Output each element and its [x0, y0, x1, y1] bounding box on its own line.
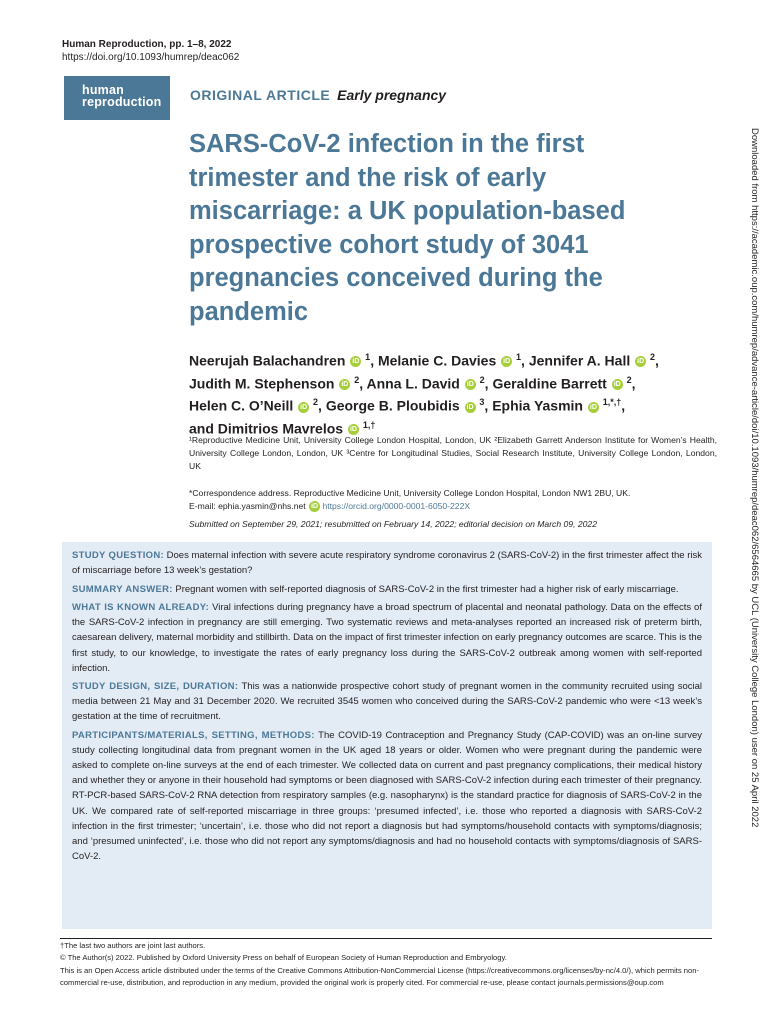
author-separator: ,	[370, 352, 378, 369]
author-name: Neerujah Balachandren	[189, 352, 346, 369]
author-conjunction: and	[189, 420, 214, 437]
abstract-label: PARTICIPANTS/MATERIALS, SETTING, METHODS:	[72, 730, 315, 742]
article-title: SARS-CoV-2 infection in the first trimester and the risk of early miscarriage: a UK population-based prospective cohort study of 3041 pregnancies conceived during the pandemic	[189, 130, 626, 326]
abstract-paragraph	[72, 679, 702, 724]
author-name: Melanie C. Davies	[377, 352, 497, 369]
author-separator: ,	[655, 352, 659, 369]
author-separator: ,	[359, 375, 367, 392]
submission-dates: Submitted on September 29, 2021; resubmitted on February 14, 2022; editorial decision on March 09, 2022	[189, 519, 597, 529]
footnote-license: This is an Open Access article distributed under the terms of the Creative Commons Attribution-NonCommercial License (https://creativecommons.org/licenses/by-nc/4.0/), which permits non-commercial re-use, distribution, and reproduction in any medium, provided the original work is properly cited. For commercial re-use, please contact journals.permissions@oup.com	[60, 965, 699, 987]
journal-citation: Human Reproduction, pp. 1–8, 2022	[62, 39, 232, 50]
author-separator: ,	[631, 375, 636, 392]
author-separator: ,	[484, 397, 493, 414]
author-affiliation-mark: 2	[479, 374, 485, 385]
abstract-paragraph	[72, 600, 702, 675]
author-affiliation-mark: 2	[626, 374, 632, 385]
author-separator: ,	[484, 375, 493, 392]
correspondence-address: *Correspondence address. Reproductive Medicine Unit, University College London Hospital, London NW1 2BU, UK.	[189, 488, 631, 498]
abstract-paragraph	[72, 582, 702, 597]
abstract-label: SUMMARY ANSWER:	[72, 583, 173, 595]
logo-line-2: reproduction	[82, 95, 162, 109]
author-affiliation-mark: 2	[313, 397, 319, 408]
footnotes	[60, 938, 712, 989]
abstract-box	[62, 542, 712, 929]
article-type	[190, 87, 446, 103]
author-affiliation-mark: 2	[354, 374, 360, 385]
author-name: Dimitrios Mavrelos	[217, 420, 344, 437]
author-affiliation-mark: 3	[479, 397, 485, 408]
abstract-text: Viral infections during pregnancy have a broad spectrum of placental and neonatal pathology. Data on the effects of the SARS-CoV-2 infection in pregnancy are still emerging. Two systematic reviews and meta-analyses reported an increased risk of preterm birth, caesarean delivery, maternal morbidity and stillbirth. Data on the impact of first trimester infection on early pregnancy outcomes are scarce. This is the first study, to our knowledge, to investigate the rates of early pregnancy loss during the SARS-CoV-2 outbreak among women with self-reported infection.	[72, 602, 702, 674]
author-name: Helen C. O’Neill	[189, 397, 294, 414]
logo-line-1: human	[82, 83, 124, 97]
author-list	[189, 348, 729, 439]
affiliations: ¹Reproductive Medicine Unit, University College London Hospital, London, UK ²Elizabeth Garrett Anderson Institute for Women’s Health, University College London, London, UK ³Centre for Longitudinal Studies, Social Research Institute, University College London, London, UK	[189, 435, 717, 471]
author-name: Judith M. Stephenson	[189, 375, 335, 392]
author-name: Anna L. David	[366, 375, 460, 392]
footnote-copyright: © The Author(s) 2022. Published by Oxford University Press on behalf of European Society of Human Reproduction and Embryology.	[60, 953, 507, 963]
orcid-icon[interactable]: iD	[466, 403, 474, 411]
orcid-icon[interactable]: iD	[349, 426, 357, 434]
abstract-text: Pregnant women with self-reported diagnosis of SARS-CoV-2 in the first trimester had a higher risk of early miscarriage.	[172, 583, 679, 595]
author-affiliation-mark: 1	[365, 352, 371, 362]
correspondence	[189, 487, 717, 513]
orcid-icon[interactable]: iD	[300, 403, 308, 411]
abstract-text: Does maternal infection with severe acute respiratory syndrome coronavirus 2 (SARS-CoV-2) in the first trimester affect the risk of miscarriage before 13 week’s gestation?	[72, 550, 702, 577]
orcid-icon[interactable]: iD	[589, 403, 597, 411]
author-affiliation-mark: 1,†	[362, 419, 376, 430]
author-name: Jennifer A. Hall	[528, 352, 631, 369]
journal-header	[62, 38, 239, 64]
correspondence-email[interactable]: E-mail: ephia.yasmin@nhs.net	[189, 501, 306, 511]
orcid-icon[interactable]: iD	[466, 381, 474, 389]
abstract-label: WHAT IS KNOWN ALREADY:	[72, 602, 210, 614]
footnote-joint-authors: †The last two authors are joint last authors.	[60, 941, 206, 950]
article-type-label: ORIGINAL ARTICLE	[190, 87, 331, 103]
download-watermark: Downloaded from https://academic.oup.com/humrep/advance-article/doi/10.1093/humrep/deac062/6564665 by UCL (University College London) user on 25 April 2022	[749, 128, 760, 828]
author-name: Ephia Yasmin	[492, 397, 583, 414]
correspondence-orcid-link[interactable]: https://orcid.org/0000-0001-6050-222X	[322, 501, 471, 511]
journal-logo	[64, 76, 170, 120]
orcid-icon[interactable]: iD	[637, 358, 645, 366]
author-separator: ,	[521, 352, 529, 369]
orcid-icon: iD	[311, 503, 319, 511]
author-affiliation-mark: 1	[516, 352, 522, 362]
author-separator: ,	[621, 397, 626, 414]
author-name: Geraldine Barrett	[492, 375, 607, 392]
abstract-label: STUDY QUESTION:	[72, 550, 164, 561]
orcid-icon[interactable]: iD	[341, 381, 349, 389]
author-affiliation-mark: 2	[650, 352, 656, 362]
orcid-icon[interactable]: iD	[503, 358, 511, 366]
abstract-text: The COVID-19 Contraception and Pregnancy Study (CAP-COVID) was an on-line survey study collecting longitudinal data from pregnant women in the UK aged 18 years or older. Women who were pregnant during the pandemic were asked to complete on-line surveys at the end of each trimester. We collected data on current and past pregnancy complications, their medical history and whether they or anyone in their household had symptoms or been diagnosed with SARS-CoV-2 infection during each trimester of their pregnancy. RT-PCR-based SARS-CoV-2 RNA detection from respiratory samples (e.g. nasopharynx) is the standard practice for diagnosis of SARS-CoV-2 in the UK. We compared rate of self-reported miscarriage in three groups: ‘presumed infected’, i.e. those who reported a diagnosis with SARS-CoV-2 infection in the first trimester; ‘uncertain’, i.e. those who did not report a diagnosis but had symptoms/household contacts with symptoms/diagnosis; and ‘presumed uninfected’, i.e. those who did not report any symptoms/diagnosis and had no household contacts with symptoms/diagnosis of SARS-CoV-2.	[72, 730, 703, 862]
abstract-label: STUDY DESIGN, SIZE, DURATION:	[72, 681, 239, 693]
author-separator: ,	[318, 397, 326, 414]
orcid-icon[interactable]: iD	[352, 358, 360, 366]
abstract-paragraph	[72, 548, 702, 578]
article-section: Early pregnancy	[337, 87, 447, 103]
author-affiliation-mark: 1,*,†	[602, 397, 622, 408]
author-name: George B. Ploubidis	[325, 397, 460, 414]
abstract-paragraph	[72, 728, 702, 864]
abstract-text: This was a nationwide prospective cohort study of pregnant women in the community recruited using social media between 21 May and 31 December 2020. We recruited 3545 women who conceived during the SARS-CoV-2 pandemic who were <13 week’s gestation at the time of recruitment.	[72, 681, 702, 723]
journal-doi[interactable]: https://doi.org/10.1093/humrep/deac062	[62, 52, 240, 63]
orcid-icon[interactable]: iD	[613, 381, 621, 389]
